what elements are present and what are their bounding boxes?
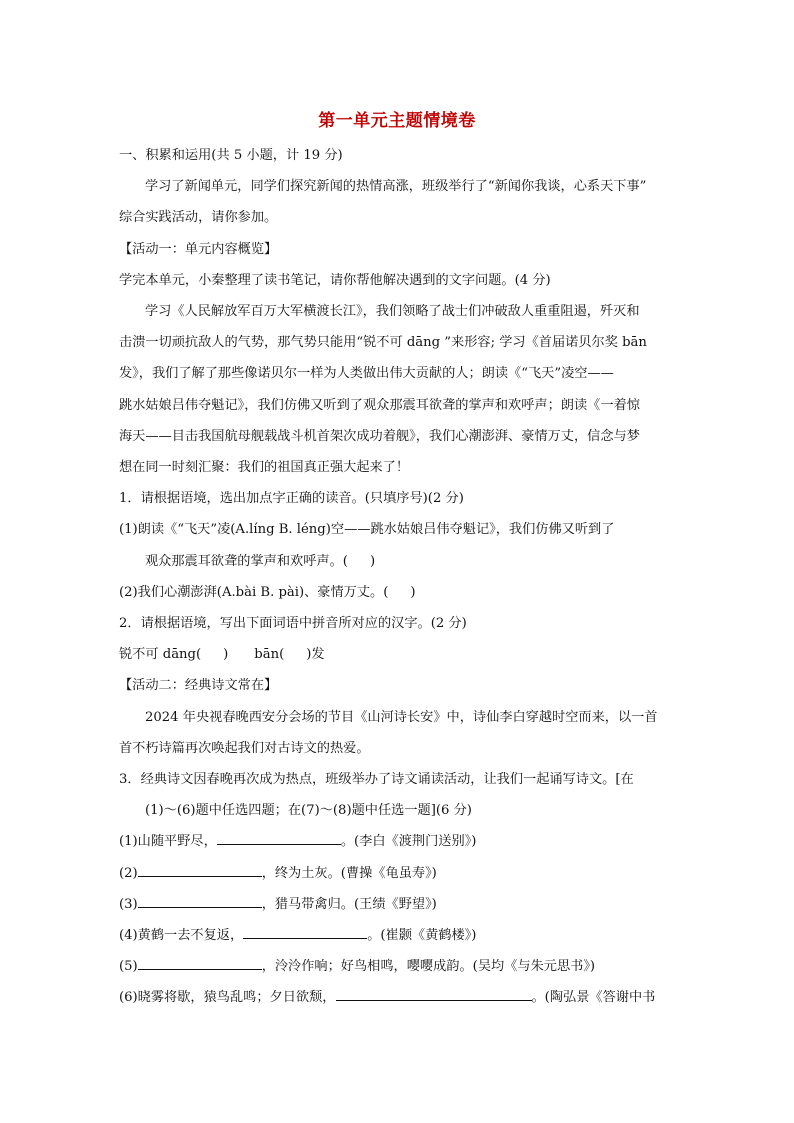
- poem-item: [119, 889, 679, 920]
- poem-text: (1)山随平野尽，: [119, 834, 217, 850]
- question-stem: 1．请根据语境，选出加点字正确的读音。(只填序号)(2 分): [119, 491, 464, 507]
- section-heading: 一、积累和运用(共 5 小题，计 19 分): [119, 148, 343, 163]
- question-text: 锐不可 dāng(: [119, 647, 202, 663]
- activity-heading: 【活动一：单元内容概览】: [119, 241, 278, 257]
- question-stem: 3．经典诗文因春晚再次成为热点，班级举办了诗文诵读活动，让我们一起诵写诗文。[在: [119, 772, 634, 788]
- question-item: [119, 546, 679, 577]
- poem-text: (4)黄鹤一去不复返，: [119, 928, 244, 944]
- question-text: )发: [306, 647, 325, 663]
- passage-line: 击溃一切顽抗敌人的气势，那气势只能用“锐不可 dāng ”来形容; 学习《首届诺贝尔奖 bān: [119, 335, 647, 351]
- intro-line: 学习了新闻单元，同学们探究新闻的热情高涨，班级举行了“新闻你我谈，心系天下事”: [145, 179, 647, 195]
- poem-item: [119, 951, 679, 982]
- question-text: ): [223, 647, 229, 663]
- page-title: 第一单元主题情境卷: [318, 111, 476, 131]
- poem-text: (5): [119, 959, 138, 975]
- document-body: [119, 140, 679, 1014]
- fill-blank[interactable]: [243, 924, 367, 939]
- poem-source: 。(崔颢《黄鹤楼》): [367, 928, 477, 944]
- fill-blank[interactable]: [217, 830, 341, 845]
- passage-line: 海天——目击我国航母舰载战斗机首架次成功着舰》，我们心潮澎湃、豪情万丈，信念与梦: [119, 428, 640, 444]
- intro-line: 综合实践活动，请你参加。: [119, 210, 278, 226]
- fill-blank[interactable]: [138, 893, 262, 908]
- question-item: [119, 577, 679, 608]
- question-text: bān(: [254, 647, 285, 663]
- question-item: (1)朗读《“飞天”凌(A.líng B. léng)空——跳水姑娘吕伟夺魁记》，我们仿佛又听到了: [119, 522, 615, 538]
- activity-task: 学完本单元，小秦整理了读书笔记，请你帮他解决遇到的文字问题。(4 分): [119, 272, 551, 288]
- poem-source: 。(李白《渡荆门送别》): [340, 834, 477, 850]
- fill-blank[interactable]: [138, 862, 262, 877]
- activity-line: 2024 年央视春晚西安分会场的节目《山河诗长安》中，诗仙李白穿越时空而来，以一首: [145, 709, 658, 725]
- fill-blank[interactable]: [336, 986, 532, 1001]
- passage-line: 想在同一时刻汇聚：我们的祖国真正强大起来了！: [119, 460, 410, 476]
- question-text: 观众那震耳欲聋的掌声和欢呼声。(: [145, 553, 348, 569]
- passage-line: 发》，我们了解了那些像诺贝尔一样为人类做出伟大贡献的人；朗读《“飞天”凌空——: [119, 366, 614, 382]
- activity-line: 首不朽诗篇再次唤起我们对古诗文的热爱。: [119, 740, 370, 756]
- poem-item: [119, 826, 679, 857]
- passage-line: 跳水姑娘吕伟夺魁记》，我们仿佛又听到了观众那震耳欲聋的掌声和欢呼声；朗读《一着惊: [119, 397, 640, 413]
- poem-item: [119, 982, 679, 1013]
- poem-source: ，终为土灰。(曹操《龟虽寿》): [261, 865, 437, 881]
- poem-source: 。(陶弘景《答谢中书: [531, 990, 656, 1006]
- activity-heading: 【活动二：经典诗文常在】: [119, 678, 278, 694]
- question-text: (2)我们心潮澎湃(A.bài B. pài)、豪情万丈。(: [119, 584, 389, 600]
- poem-source: ，猎马带禽归。(王绩《野望》): [261, 896, 437, 912]
- question-stem: (1)～(6)题中任选四题；在(7)～(8)题中任选一题](6 分): [145, 803, 472, 819]
- fill-blank[interactable]: [138, 955, 262, 970]
- poem-source: ，泠泠作响；好鸟相鸣，嘤嘤成韵。(吴均《与朱元思书》): [261, 959, 596, 975]
- poem-text: (3): [119, 896, 138, 912]
- poem-item: [119, 858, 679, 889]
- poem-text: (2): [119, 865, 138, 881]
- close-paren: ): [410, 584, 416, 600]
- question-stem: 2．请根据语境，写出下面词语中拼音所对应的汉字。(2 分): [119, 616, 467, 632]
- poem-text: (6)晓雾将歇，猿鸟乱鸣；夕日欲颓，: [119, 990, 336, 1006]
- poem-item: [119, 920, 679, 951]
- question-item: [119, 639, 679, 670]
- close-paren: ): [369, 553, 376, 569]
- passage-line: 学习《人民解放军百万大军横渡长江》，我们领略了战士们冲破敌人重重阻遏，歼灭和: [145, 304, 640, 320]
